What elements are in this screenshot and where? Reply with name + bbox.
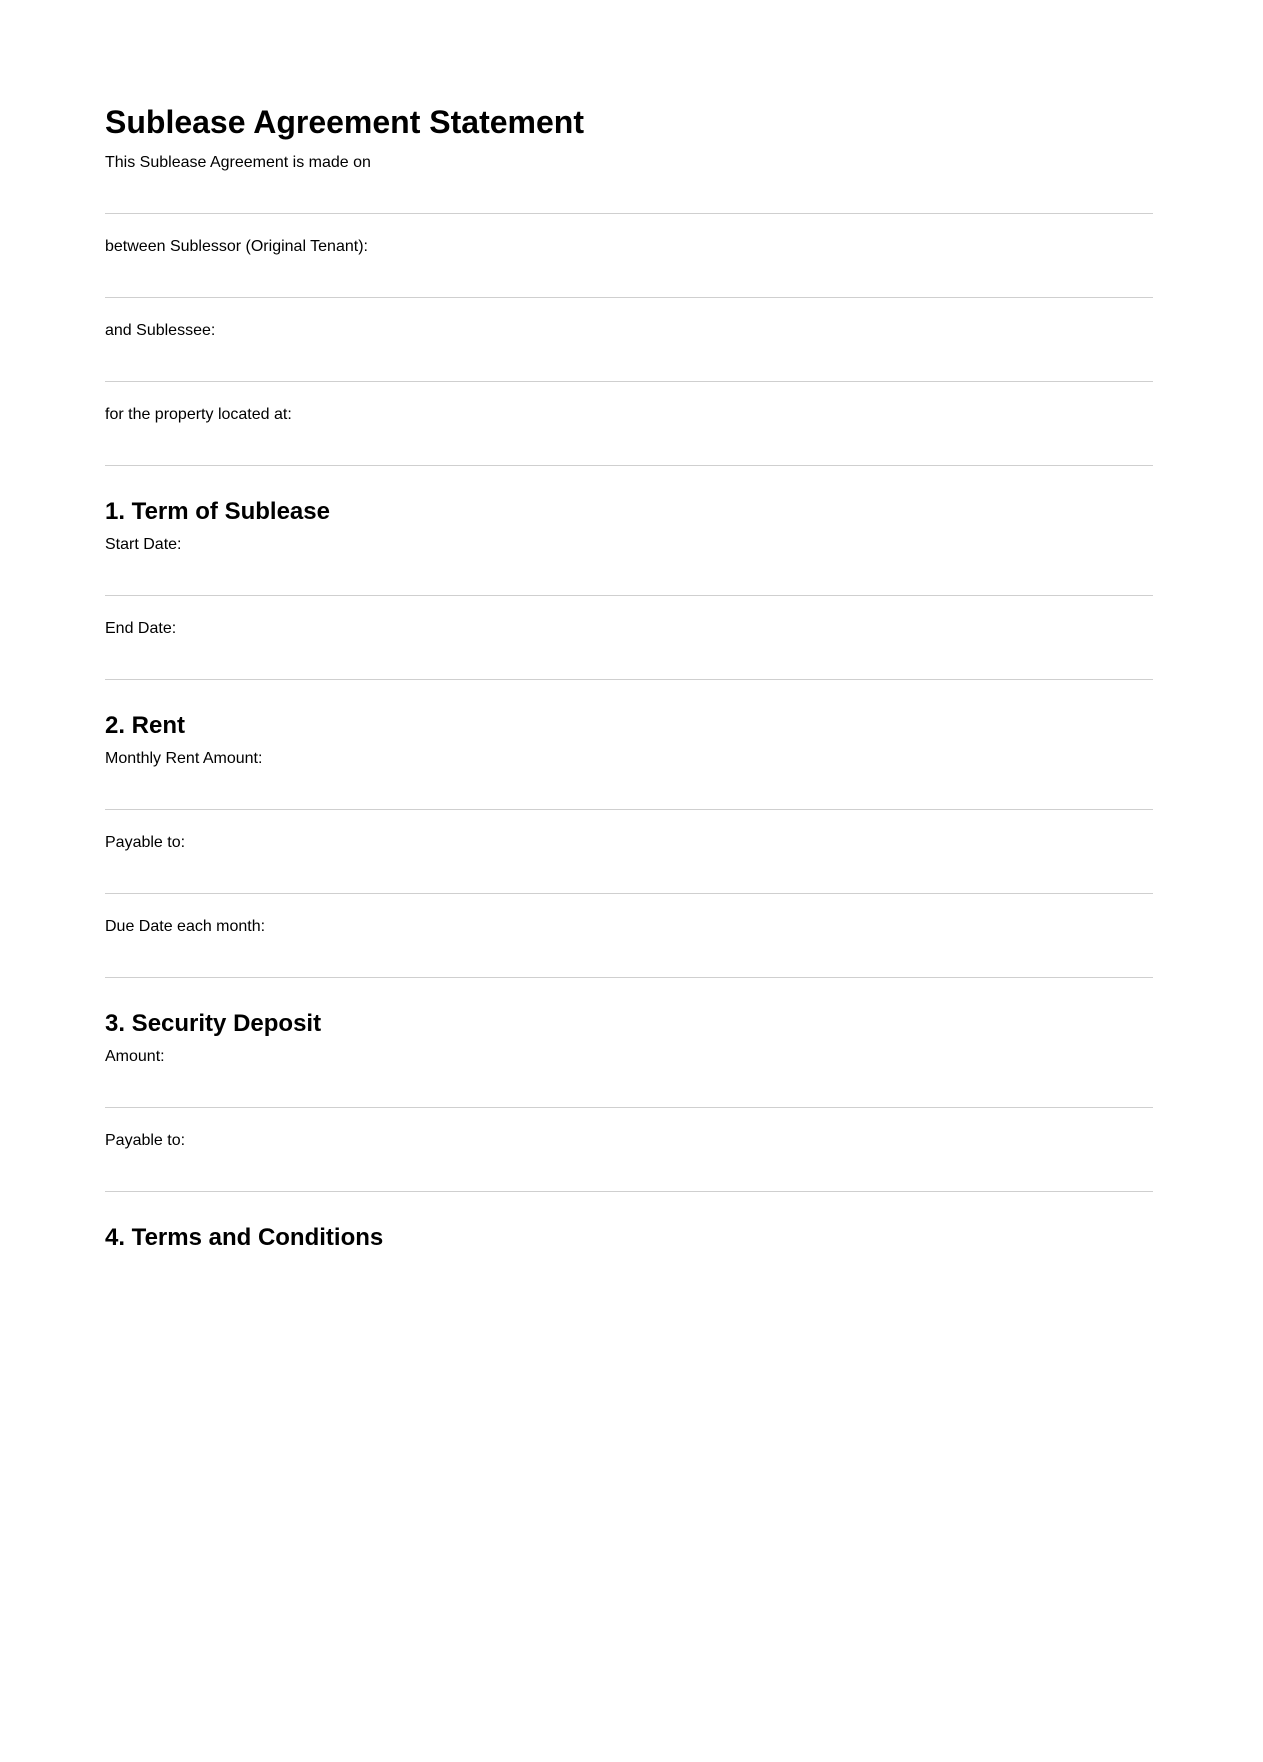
deposit-amount-label: Amount:: [105, 1048, 165, 1065]
start-date-label: Start Date:: [105, 536, 182, 553]
sublessor-label: between Sublessor (Original Tenant):: [105, 238, 368, 255]
section-heading-rent: 2. Rent: [105, 712, 186, 739]
blank-line-start-date[interactable]: [105, 595, 1153, 596]
blank-line-property[interactable]: [105, 465, 1153, 466]
blank-line-rent-payable-to[interactable]: [105, 893, 1153, 894]
blank-line-end-date[interactable]: [105, 679, 1153, 680]
section-heading-term: 1. Term of Sublease: [105, 498, 330, 525]
blank-line-monthly-rent[interactable]: [105, 809, 1153, 810]
blank-line-sublessor[interactable]: [105, 297, 1153, 298]
blank-line-due-date[interactable]: [105, 977, 1153, 978]
section-heading-terms: 4. Terms and Conditions: [105, 1224, 384, 1251]
sublessee-label: and Sublessee:: [105, 322, 216, 339]
blank-line-deposit-amount[interactable]: [105, 1107, 1153, 1108]
due-date-label: Due Date each month:: [105, 918, 266, 935]
end-date-label: End Date:: [105, 620, 177, 637]
property-label: for the property located at:: [105, 406, 292, 423]
blank-line-sublessee[interactable]: [105, 381, 1153, 382]
document-body: [105, 0, 1153, 1253]
intro-text: This Sublease Agreement is made on: [105, 154, 371, 171]
blank-line-date[interactable]: [105, 213, 1153, 214]
section-heading-deposit: 3. Security Deposit: [105, 1010, 322, 1037]
blank-line-deposit-payable-to[interactable]: [105, 1191, 1153, 1192]
rent-payable-to-label: Payable to:: [105, 834, 186, 851]
document-title: Sublease Agreement Statement: [105, 104, 584, 140]
monthly-rent-label: Monthly Rent Amount:: [105, 750, 263, 767]
deposit-payable-to-label: Payable to:: [105, 1132, 186, 1149]
